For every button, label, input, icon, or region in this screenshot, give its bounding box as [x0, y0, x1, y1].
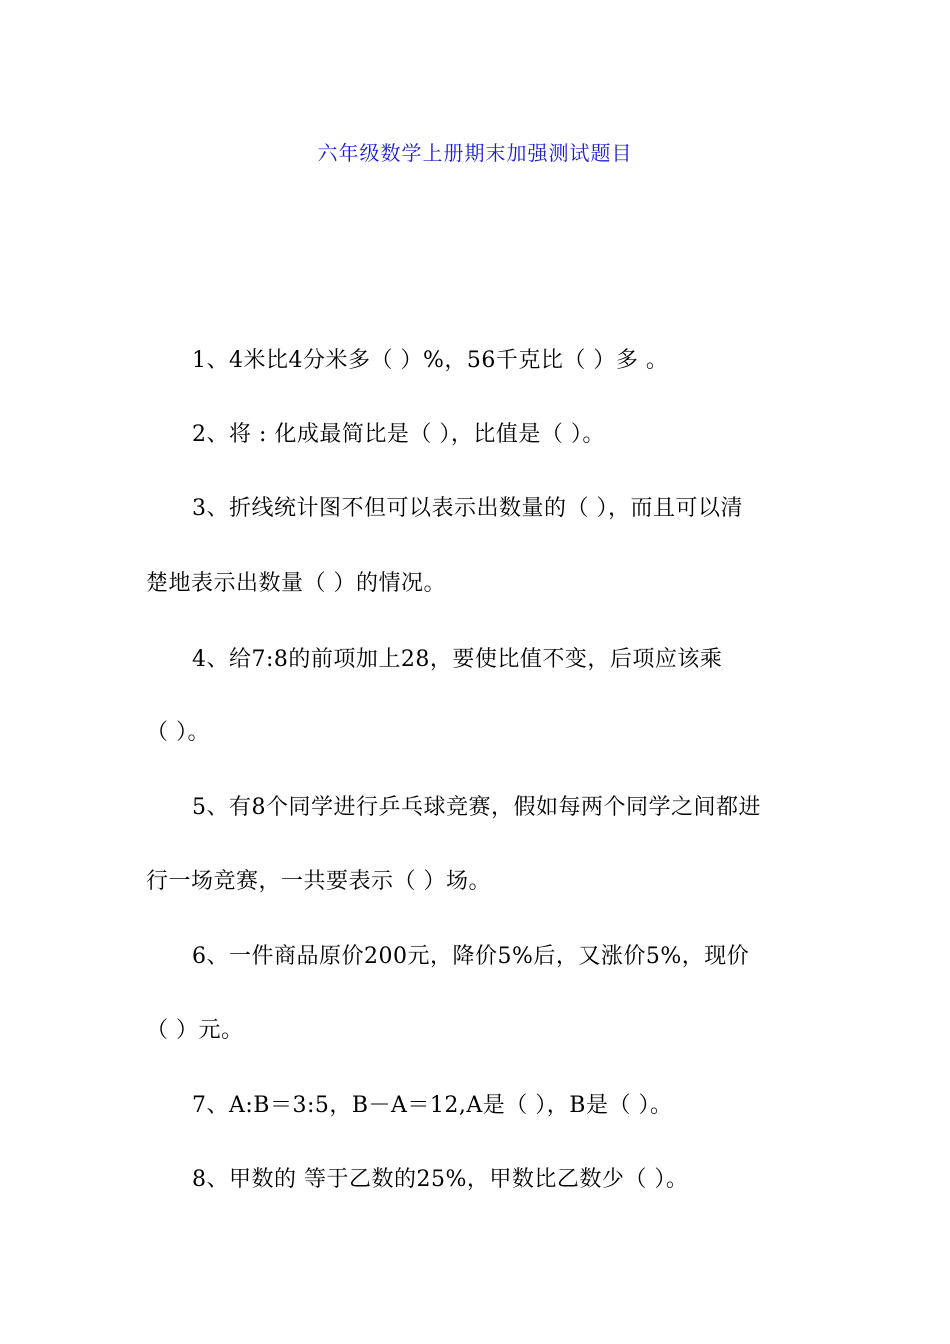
document-title: 六年级数学上册期末加强测试题目	[317, 141, 633, 165]
question-1-line: 1、4米比4分米多（ ）%，56千克比（ ）多 。	[192, 348, 669, 373]
question-7-line: 7、A:B＝3:5，B－A＝12,A是（ ），B是（ ）。	[192, 1093, 673, 1118]
question-5-line-2: 行一场竞赛，一共要表示（ ）场。	[146, 869, 491, 894]
question-3-line-1: 3、折线统计图不但可以表示出数量的（ ），而且可以清	[192, 496, 743, 521]
question-6-line-1: 6、一件商品原价200元，降价5%后，又涨价5%，现价	[192, 944, 750, 969]
question-3-line-2: 楚地表示出数量（ ）的情况。	[146, 571, 446, 596]
question-4-line-2: （ ）。	[146, 720, 210, 745]
question-5-line-1: 5、有8个同学进行乒乓球竞赛，假如每两个同学之间都进	[192, 795, 761, 820]
question-2-line: 2、将 : 化成最简比是（ ），比值是（ ）。	[192, 422, 605, 447]
question-8-line: 8、甲数的 等于乙数的25%，甲数比乙数少（ ）。	[192, 1167, 689, 1192]
question-4-line-1: 4、给7:8的前项加上28，要使比值不变，后项应该乘	[192, 647, 723, 672]
question-6-line-2: （ ）元。	[146, 1018, 244, 1043]
